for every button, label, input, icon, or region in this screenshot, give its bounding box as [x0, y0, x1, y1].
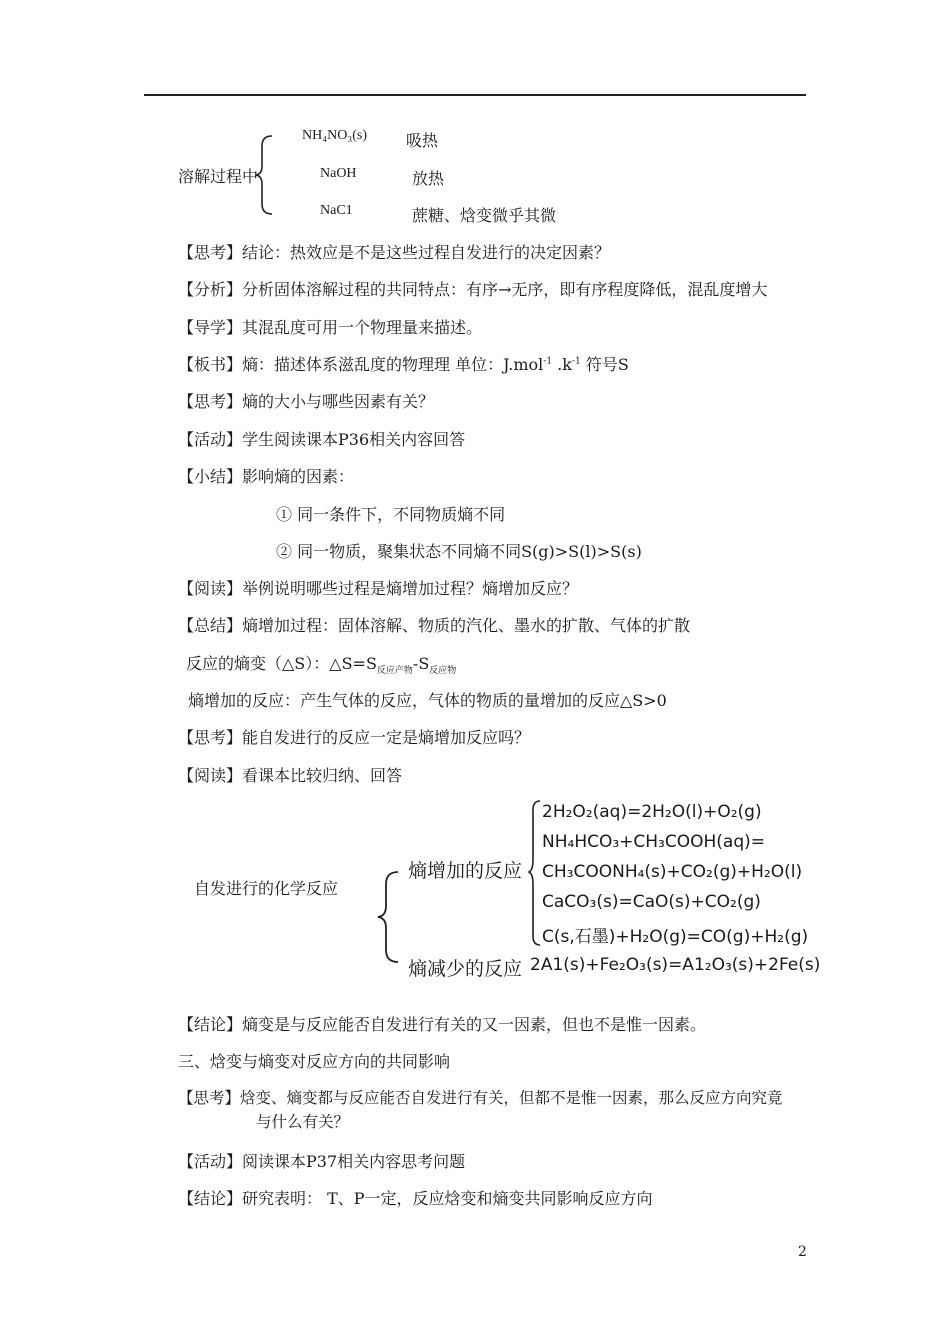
paragraph-guide: 【导学】其混乱度可用一个物理量来描述。	[178, 318, 483, 337]
figure-branch-decrease: 熵减少的反应	[408, 958, 523, 980]
factor-item-1: ① 同一条件下，不同物质熵不同	[276, 505, 506, 524]
reaction-2b: CH₃COONH₄(s)+CO₂(g)+H₂O(l)	[542, 862, 803, 882]
paragraph-activity-1: 【活动】学生阅读课本P36相关内容回答	[178, 430, 466, 449]
left-brace-icon	[254, 134, 276, 216]
reaction-brace-icon	[528, 800, 542, 946]
dissolve-effect-1: 吸热	[406, 131, 439, 150]
dissolve-label: 溶解过程中	[178, 167, 259, 186]
page-number: 2	[798, 1244, 807, 1260]
paragraph-think-final-line2: 与什么有关？	[256, 1113, 350, 1131]
paragraph-conclusion-1: 【总结】熵增加过程：固体溶解、物质的汽化、墨水的扩散、气体的扩散	[178, 616, 691, 635]
paragraph-conclusion-3: 【结论】研究表明： T、P一定，反应焓变和熵变共同影响反应方向	[178, 1189, 653, 1208]
reaction-4: C(s,石墨)+H₂O(g)=CO(g)+H₂(g)	[542, 927, 809, 947]
paragraph-activity-2: 【活动】阅读课本P37相关内容思考问题	[178, 1152, 466, 1171]
paragraph-summary: 【小结】影响熵的因素：	[178, 467, 355, 486]
paragraph-think-2: 【思考】熵的大小与哪些因素有关？	[178, 392, 435, 411]
entropy-increase-reaction: 熵增加的反应：产生气体的反应，气体的物质的量增加的反应△S>0	[188, 691, 667, 710]
section-heading: 三、焓变与熵变对反应方向的共同影响	[178, 1052, 451, 1071]
dissolve-substance-3: NaC1	[320, 203, 353, 218]
reaction-3: CaCO₃(s)=CaO(s)+CO₂(g)	[542, 892, 761, 912]
dissolve-substance-2: NaOH	[320, 166, 357, 181]
paragraph-analysis: 【分析】分析固体溶解过程的共同特点：有序→无序，即有序程度降低，混乱度增大	[178, 280, 768, 299]
paragraph-read-1: 【阅读】举例说明哪些过程是熵增加过程？熵增加反应？	[178, 579, 579, 598]
dissolve-substance-1: NH₄NO₃(s)	[302, 128, 367, 143]
paragraph-think-final: 【思考】焓变、熵变都与反应能否自发进行有关，但都不是惟一因素，那么反应方向究竟	[178, 1089, 783, 1107]
reaction-1: 2H₂O₂(aq)=2H₂O(l)+O₂(g)	[542, 802, 762, 822]
paragraph-read-2: 【阅读】看课本比较归纳、回答	[178, 766, 403, 785]
factor-item-2: ② 同一物质，聚集状态不同熵不同S(g)>S(l)>S(s)	[276, 542, 642, 561]
figure-branch-increase: 熵增加的反应	[408, 860, 523, 882]
paragraph-conclusion-2: 【结论】熵变是与反应能否自发进行有关的又一因素，但也不是惟一因素。	[178, 1015, 707, 1034]
reaction-2a: NH₄HCO₃+CH₃COOH(aq)=	[542, 832, 766, 852]
figure-root-label: 自发进行的化学反应	[194, 879, 339, 898]
entropy-change-formula: 反应的熵变（△S）：$\triangle S=S_{反应产物}-S_{反应物}$	[186, 654, 457, 677]
dissolve-effect-3: 蔗糖、焓变微乎其微	[412, 206, 557, 225]
paragraph-board: 【板书】熵：描述体系滋乱度的物理理 单位：J.mol$^{-1}$ $.k^{-1}$ 符号S	[178, 355, 629, 374]
figure-brace-icon	[376, 870, 402, 964]
header-rule	[144, 94, 806, 96]
dissolve-effect-2: 放热	[412, 169, 445, 188]
paragraph-think-1: 【思考】结论：热效应是不是这些过程自发进行的决定因素？	[178, 243, 611, 262]
paragraph-think-3: 【思考】能自发进行的反应一定是熵增加反应吗？	[178, 728, 531, 747]
reaction-decrease: 2A1(s)+Fe₂O₃(s)=A1₂O₃(s)+2Fe(s)	[530, 955, 821, 975]
